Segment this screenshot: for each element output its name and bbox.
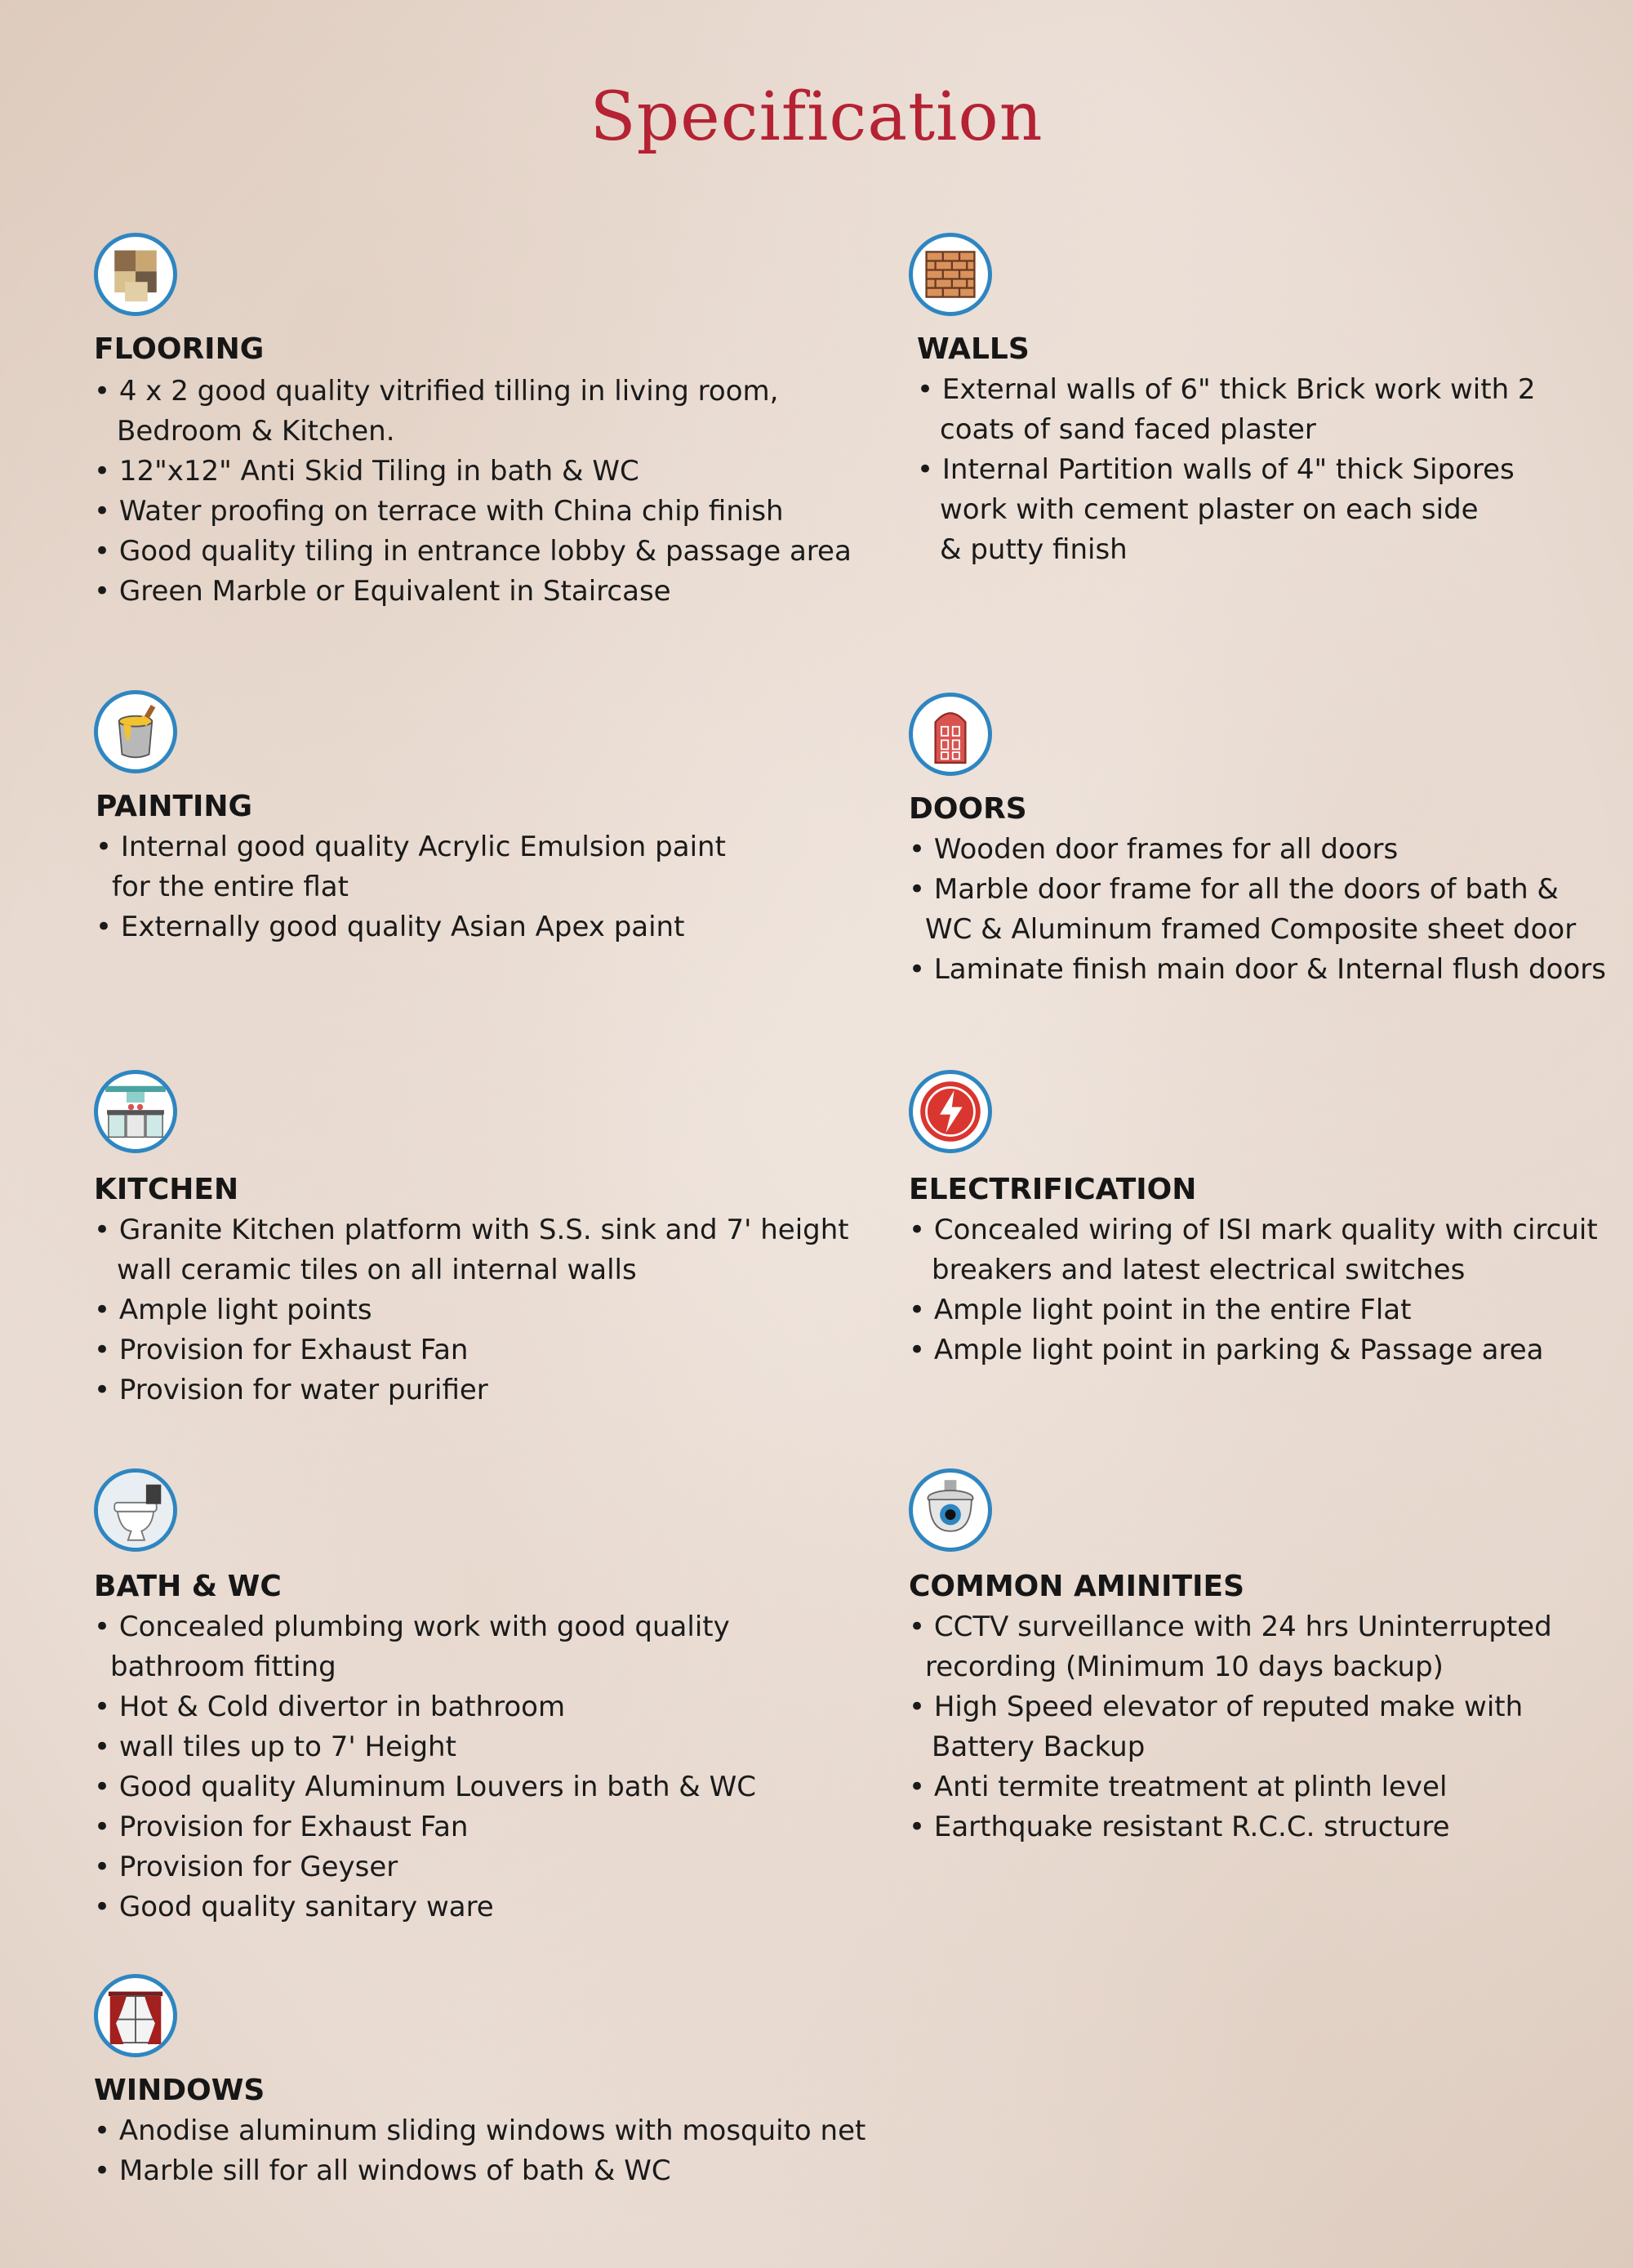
list-item: • Wooden door frames for all doors — [909, 833, 1399, 866]
section-heading: DOORS — [909, 792, 1027, 826]
spec-list — [909, 830, 1606, 990]
list-item: • Hot & Cold divertor in bathroom — [94, 1691, 566, 1723]
list-item: • Good quality sanitary ware — [94, 1891, 494, 1923]
kitchen-icon — [94, 1070, 177, 1153]
list-item: • Internal Partition walls of 4" thick Sipores — [917, 453, 1515, 486]
page-title: Specification — [590, 78, 1043, 156]
list-item: wall ceramic tiles on all internal walls — [117, 1254, 637, 1286]
list-item: WC & Aluminum framed Composite sheet door — [925, 913, 1577, 946]
list-item: • 12"x12" Anti Skid Tiling in bath & WC — [94, 455, 639, 488]
paint-bucket-icon — [94, 690, 177, 773]
list-item: • Marble door frame for all the doors of bath & — [909, 873, 1559, 906]
list-item: • wall tiles up to 7' Height — [94, 1731, 456, 1763]
section-heading: COMMON AMINITIES — [909, 1570, 1245, 1603]
list-item: coats of sand faced plaster — [940, 413, 1316, 446]
list-item: Battery Backup — [932, 1731, 1146, 1763]
list-item: • External walls of 6" thick Brick work with 2 — [917, 373, 1536, 406]
list-item: • Anodise aluminum sliding windows with mosquito net — [94, 2114, 866, 2147]
list-item: • Marble sill for all windows of bath & WC — [94, 2154, 671, 2187]
list-item: • Provision for Exhaust Fan — [94, 1334, 469, 1366]
list-item: • Provision for water purifier — [94, 1374, 488, 1406]
section-heading: FLOORING — [94, 332, 265, 366]
list-item: Bedroom & Kitchen. — [117, 415, 395, 448]
list-item: • Ample light points — [94, 1294, 372, 1326]
list-item: • Earthquake resistant R.C.C. structure — [909, 1811, 1450, 1843]
list-item: • 4 x 2 good quality vitrified tilling in living room, — [94, 375, 779, 408]
list-item: • Concealed plumbing work with good quality — [94, 1611, 730, 1643]
spec-list — [96, 827, 726, 947]
spec-list — [917, 370, 1536, 570]
section-heading: BATH & WC — [94, 1570, 282, 1603]
list-item: • Water proofing on terrace with China chip finish — [94, 495, 784, 528]
section-heading: WALLS — [917, 332, 1030, 366]
list-item: breakers and latest electrical switches — [932, 1254, 1466, 1286]
list-item: • CCTV surveillance with 24 hrs Uninterrupted — [909, 1611, 1552, 1643]
list-item: • Anti termite treatment at plinth level — [909, 1771, 1448, 1803]
list-item: bathroom fitting — [110, 1651, 336, 1683]
list-item: • Ample light point in the entire Flat — [909, 1294, 1412, 1326]
spec-list — [909, 1210, 1598, 1370]
list-item: • Green Marble or Equivalent in Staircase — [94, 575, 671, 608]
brick-wall-icon — [909, 233, 992, 316]
spec-list — [94, 372, 852, 612]
section-heading: WINDOWS — [94, 2074, 265, 2107]
list-item: for the entire flat — [112, 871, 349, 903]
window-curtain-icon — [94, 1974, 177, 2057]
list-item: • Provision for Exhaust Fan — [94, 1811, 469, 1843]
list-item: • Provision for Geyser — [94, 1851, 398, 1883]
list-item: • High Speed elevator of reputed make with — [909, 1691, 1524, 1723]
list-item: • Concealed wiring of ISI mark quality with circuit — [909, 1214, 1598, 1246]
spec-list — [94, 1607, 756, 1927]
spec-list — [94, 1210, 849, 1410]
door-icon — [909, 693, 992, 776]
list-item: • Laminate finish main door & Internal flush doors — [909, 953, 1606, 986]
floor-tiles-icon — [94, 233, 177, 316]
list-item: • Good quality Aluminum Louvers in bath & WC — [94, 1771, 756, 1803]
toilet-icon — [94, 1468, 177, 1552]
list-item: & putty finish — [940, 533, 1128, 566]
list-item: • Good quality tiling in entrance lobby & passage area — [94, 535, 852, 568]
list-item: • Internal good quality Acrylic Emulsion paint — [96, 831, 726, 863]
spec-list — [94, 2111, 865, 2191]
cctv-camera-icon — [909, 1468, 992, 1552]
list-item: work with cement plaster on each side — [940, 493, 1479, 526]
spec-list — [909, 1607, 1552, 1847]
section-heading: PAINTING — [96, 790, 253, 823]
list-item: • Externally good quality Asian Apex paint — [96, 911, 685, 943]
list-item: • Ample light point in parking & Passage area — [909, 1334, 1544, 1366]
list-item: • Granite Kitchen platform with S.S. sink and 7' height — [94, 1214, 849, 1246]
list-item: recording (Minimum 10 days backup) — [925, 1651, 1444, 1683]
section-heading: KITCHEN — [94, 1173, 239, 1206]
lightning-icon — [909, 1070, 992, 1153]
section-heading: ELECTRIFICATION — [909, 1173, 1197, 1206]
